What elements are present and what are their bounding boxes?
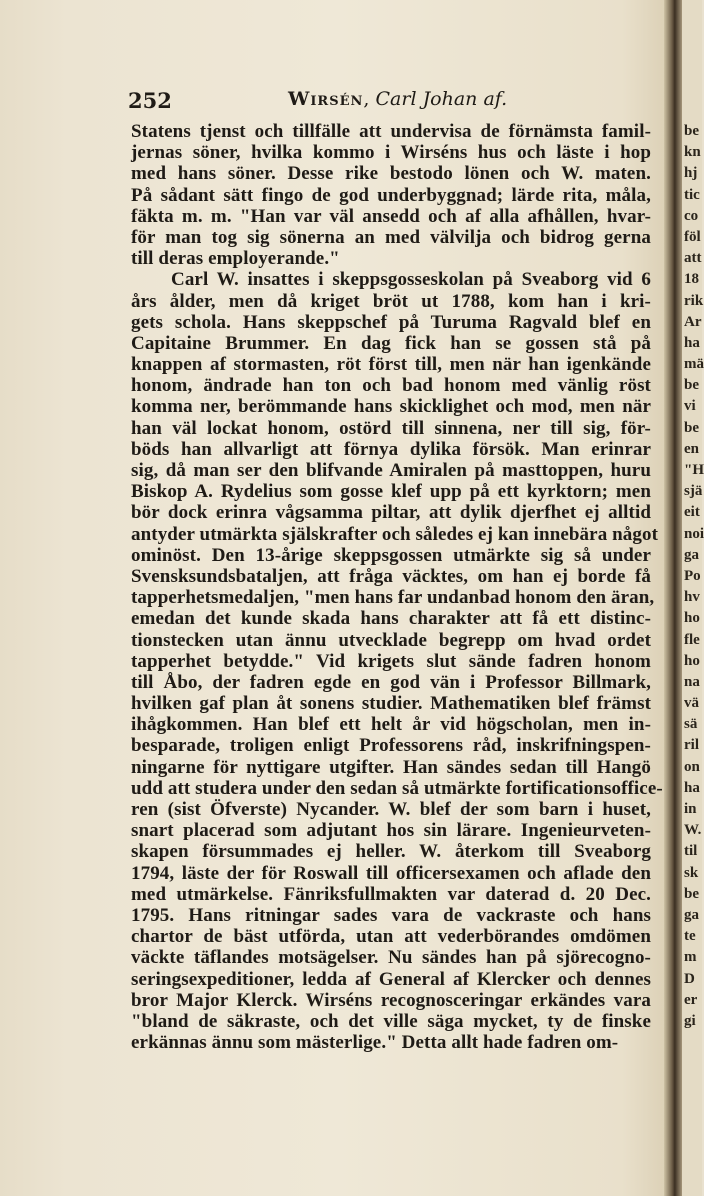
next-page-fragment: sjä xyxy=(684,483,703,500)
next-page-fragment: eit xyxy=(684,504,700,521)
text-line: chartor de bäst utförda, utan att vederbörandes omdömen xyxy=(131,926,651,948)
text-line: Biskop A. Rydelius som gosse klef upp på ett kyrktorn; men xyxy=(131,481,651,503)
text-line: Svensksundsbataljen, att fråga väcktes, om han ej borde få xyxy=(131,565,651,587)
next-page-fragment: 18 xyxy=(684,271,699,288)
text-line: till Åbo, der fadren egde en god vän i Professor Billmark, xyxy=(131,671,651,693)
next-page-fragment: til xyxy=(684,843,698,860)
next-page-fragment: be xyxy=(684,885,699,902)
running-head-surname: Wirsén xyxy=(288,88,364,110)
next-page-fragment: be xyxy=(684,419,699,436)
next-page-fragment: na xyxy=(684,673,700,690)
next-page-fragment: in xyxy=(684,801,697,817)
text-line: 1795. Hans ritningar sades vara de vackraste och hans xyxy=(131,904,651,926)
next-page-fragment: ga xyxy=(684,546,699,563)
text-line: med hans söner. Desse rike bestodo lönen och W. maten. xyxy=(131,163,651,185)
next-page-fragment: co xyxy=(684,207,699,224)
text-line: Carl W. insattes i skeppsgosseskolan på Sveaborg vid 6 xyxy=(171,269,651,291)
next-page-fragment: sä xyxy=(684,716,698,733)
text-line: komma ner, berömmande hans skicklighet och mod, men när xyxy=(131,396,651,418)
next-page-fragment: be xyxy=(684,123,699,139)
text-line: "bland de säkraste, och det ville säga mycket, ty de finske xyxy=(131,1010,651,1032)
next-page-fragment: mä xyxy=(684,356,704,373)
text-line: gets schola. Hans skeppschef på Turuma Ragvald blef en xyxy=(131,311,651,333)
text-line: tapperhetsmedaljen, "men hans far undanbad honom den äran, xyxy=(131,587,655,609)
text-line: hvilken gaf plan åt sonens studier. Mathematiken blef främst xyxy=(131,693,651,715)
next-page-fragment: kn xyxy=(684,144,701,161)
next-page-fragment: ril xyxy=(684,737,699,754)
text-line: väckte täflandes motsägelser. Nu sändes han på sjörecogno- xyxy=(131,947,651,969)
text-line: seringsexpeditioner, ledda af General af Klercker och dennes xyxy=(131,968,651,990)
next-page-fragment: ho xyxy=(684,652,700,669)
next-page-fragment: rik xyxy=(684,292,704,309)
text-line: tionstecken utan ännu utvecklade begrepp om hvad ordet xyxy=(131,629,651,651)
body-text xyxy=(131,121,663,1054)
next-page-fragment: ha xyxy=(684,779,700,796)
next-page-fragment: Po xyxy=(684,567,701,584)
text-line: besparade, troligen enligt Professorens råd, inskrifningspen- xyxy=(131,735,651,757)
text-line: bror Major Klerck. Wirséns recognosceringar erkändes vara xyxy=(131,989,651,1011)
next-page-fragment: W. xyxy=(684,822,702,839)
running-head: Wirsén, Carl Johan af. xyxy=(288,88,508,110)
text-line: På sådant sätt fingo de god underbyggnad; lärde rita, måla, xyxy=(131,184,651,206)
next-page-fragment: D xyxy=(684,970,695,987)
page-header xyxy=(128,88,648,114)
next-page-fragment: be xyxy=(684,377,699,394)
next-page-fragment: ha xyxy=(684,334,700,351)
next-page-fragment: ga xyxy=(684,906,699,923)
text-line: knappen af stormasten, röt först till, men när han igenkände xyxy=(131,354,651,376)
text-line: jernas söner, hvilka kommo i Wirséns hus och läste i hop xyxy=(131,142,651,164)
text-line: snart placerad som adjutant hos sin lärare. Ingenieurveten- xyxy=(131,820,651,842)
text-line: antyder utmärkta själskrafter och således ej kan innebära något xyxy=(131,523,659,545)
text-line: ihågkommen. Han blef ett helt år vid högscholan, men in- xyxy=(131,714,651,736)
text-line: emedan det kunde skada hans charakter att få ett distinc- xyxy=(131,608,651,630)
next-page-fragment: te xyxy=(684,928,696,945)
next-page-fragment: en xyxy=(684,440,699,457)
next-page-fragment: ho xyxy=(684,610,700,627)
book-gutter xyxy=(664,0,682,1196)
text-line: skapen försummades ej heller. W. återkom till Sveaborg xyxy=(131,841,651,863)
text-line: honom, ändrade han ton och bad honom med vänlig röst xyxy=(131,375,651,397)
next-page-fragment: noi xyxy=(684,525,704,542)
text-line: ominöst. Den 13-årige skeppsgossen utmärkte sig så under xyxy=(131,544,651,566)
next-page-fragment: vi xyxy=(684,398,696,415)
running-head-given-names: Carl Johan af. xyxy=(375,88,508,110)
next-page-fragment: föl xyxy=(684,228,701,245)
text-line: bör dock erinra vågsamma piltar, att dylik djerfhet ej alltid xyxy=(131,502,651,524)
next-page-fragment: gi xyxy=(684,1012,696,1029)
text-line: med utmärkelse. Fänriksfullmakten var daterad d. 20 Dec. xyxy=(131,883,651,905)
next-page-fragment: "H xyxy=(684,462,704,478)
next-page-fragment: on xyxy=(684,758,700,775)
page-number: 252 xyxy=(128,88,172,113)
next-page-fragment: hj xyxy=(684,165,698,182)
text-line: 1794, läste der för Roswall till officersexamen och aflade den xyxy=(131,862,651,884)
text-line: tapperhet betydde." Vid krigets slut sände fadren honom xyxy=(131,650,651,672)
next-page-fragment: Ar xyxy=(684,313,702,330)
next-page-fragment: m xyxy=(684,949,697,966)
next-page-fragments xyxy=(684,121,702,1032)
text-line: fäkta m. m. "Han var väl ansedd och af alla afhållen, hvar- xyxy=(131,205,651,227)
next-page-fragment: vä xyxy=(684,695,699,712)
next-page-fragment: tic xyxy=(684,186,700,203)
next-page-fragment: att xyxy=(684,250,702,267)
text-line: ren (sist Öfverste) Nycander. W. blef der som barn i huset, xyxy=(131,799,651,820)
next-page-fragment: hv xyxy=(684,589,700,606)
next-page-fragment: fle xyxy=(684,631,700,648)
next-page-edge xyxy=(682,0,702,1196)
text-line: ningarne för nyttigare utgifter. Han sändes sedan till Hangö xyxy=(131,756,651,778)
text-line: för man tog sig sönerna an med välvilja och bidrog gerna xyxy=(131,226,651,248)
text-line: böds han allvarligt att förnya dylika försök. Man erinrar xyxy=(131,438,651,460)
text-line: han väl lockat honom, ostörd till sinnena, ner till sig, för- xyxy=(131,417,651,439)
text-line: sig, då man ser den blifvande Amiralen på masttoppen, huru xyxy=(131,460,651,481)
next-page-fragment: er xyxy=(684,991,698,1008)
text-line: till deras employerande." xyxy=(131,248,340,270)
text-line: Capitaine Brummer. En dag fick han se gossen stå på xyxy=(131,332,651,354)
text-line: Statens tjenst och tillfälle att undervisa de förnämsta famil- xyxy=(131,121,651,142)
text-line: udd att studera under den sedan så utmärkte fortificationsoffice- xyxy=(131,777,663,799)
text-line: erkännas ännu som mästerlige." Detta allt hade fadren om- xyxy=(131,1032,619,1054)
next-page-fragment: sk xyxy=(684,864,699,881)
text-line: års ålder, men då kriget bröt ut 1788, kom han i kri- xyxy=(131,290,651,312)
